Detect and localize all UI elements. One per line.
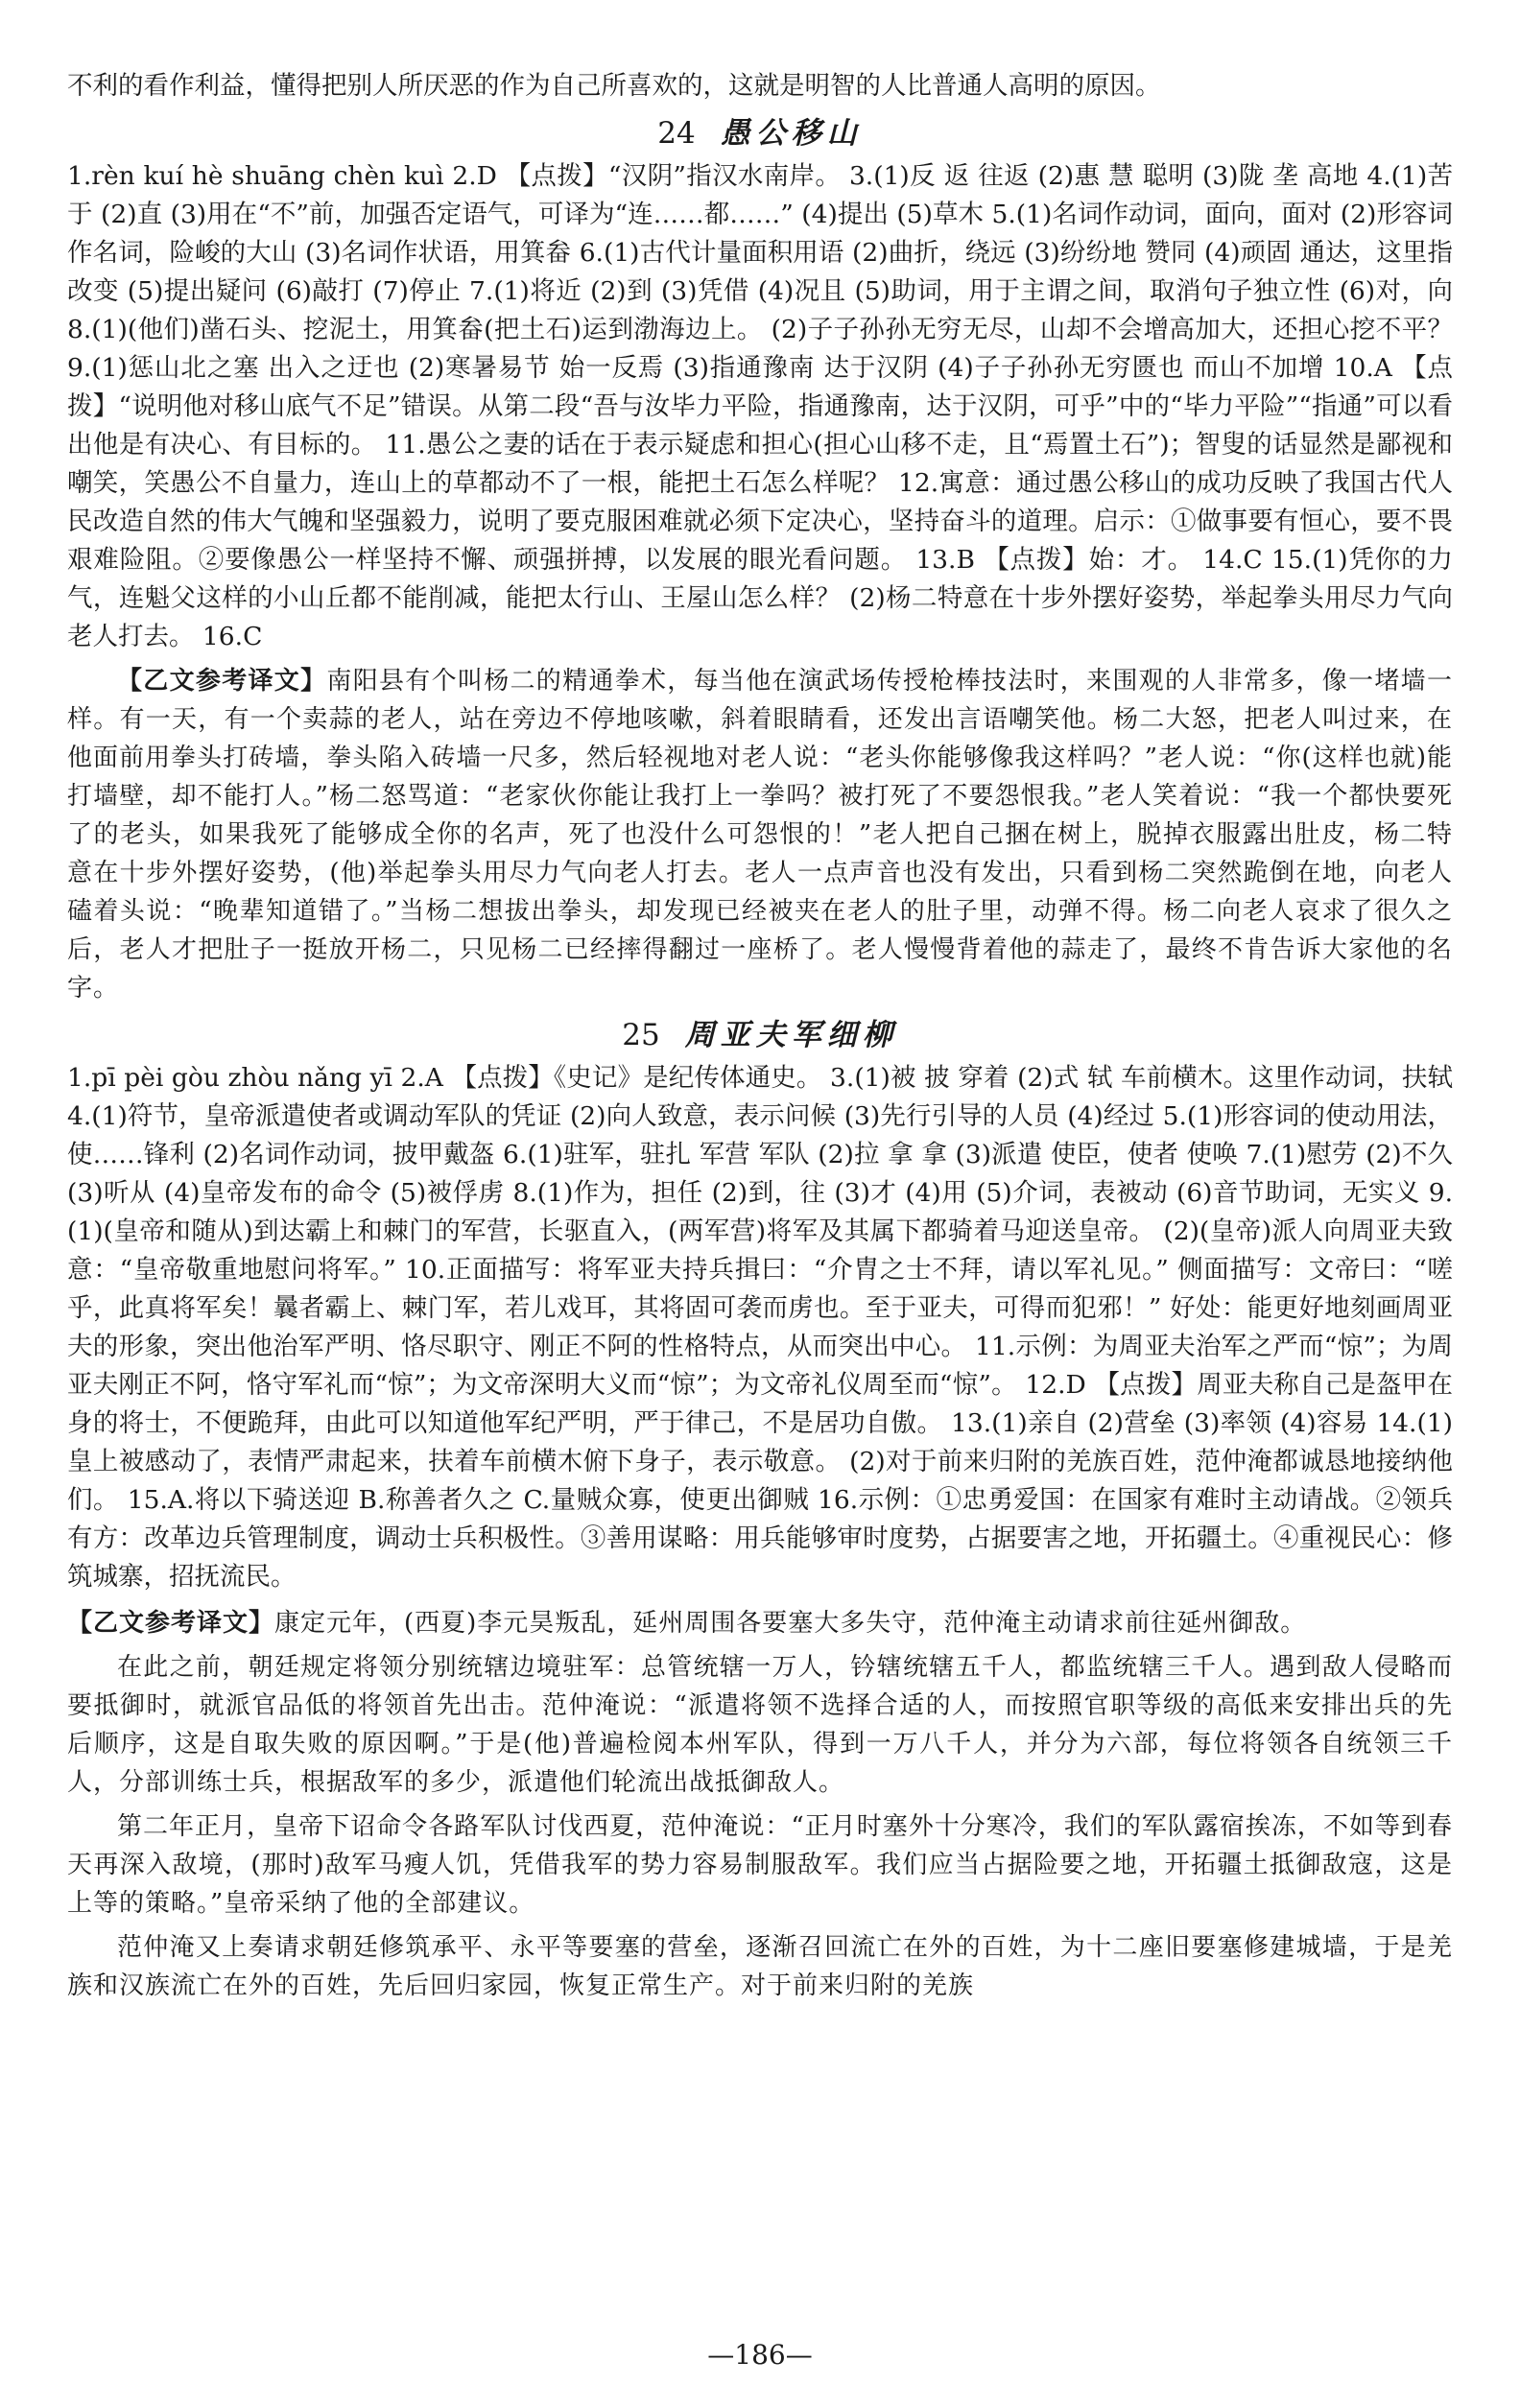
intro-line: 不利的看作利益，懂得把别人所厌恶的作为自己所喜欢的，这就是明智的人比普通人高明的原因。: [67, 71, 1161, 101]
section-25-title: 周亚夫军细柳: [684, 1018, 898, 1052]
section-24-heading: [67, 111, 1453, 155]
section-25-answers: 1.pī pèi gòu zhòu nǎng yī 2.A 【点拨】《史记》是纪传体通史。 3.(1)被 披 穿着 (2)式 轼 车前横木。这里作动词，扶轼 4.(1)符节，皇帝派遣使者或调动军队的凭证 (2)向人致意，表示问候 (3)先行引导的人员 (4)经过 5.(1)形容词的使动用法，使……锋利 (2)名词作动词，披甲戴盔 6.(1)驻军，驻扎 军营 军队 (2)拉 拿 拿 (3)派遣 使臣，使者 使唤 7.(1)慰劳 (2)不久 (3)听从 (4)皇帝发布的命令 (5)被俘虏 8.(1)作为，担任 (2)到，往 (3)才 (4)用 (5)介词，表被动 (6)音节助词，无实义 9.(1)(皇帝和随从)到达霸上和棘门的军营，长驱直入，(两军营)将军及其属下都骑着马迎送皇帝。 (2)(皇帝)派人向周亚夫致意：“皇帝敬重地慰问将军。” 10.正面描写：将军亚夫持兵揖曰：“介胄之士不拜，请以军礼见。” 侧面描写：文帝曰：“嗟乎，此真将军矣！曩者霸上、棘门军，若儿戏耳，其将固可袭而虏也。至于亚夫，可得而犯邪！” 好处：能更好地刻画周亚夫的形象，突出他治军严明、恪尽职守、刚正不阿的性格特点，从而突出中心。 11.示例：为周亚夫治军之严而“惊”；为周亚夫刚正不阿，恪守军礼而“惊”；为文帝深明大义而“惊”；为文帝礼仪周至而“惊”。 12.D 【点拨】周亚夫称自己是盔甲在身的将士，不便跪拜，由此可以知道他军纪严明，严于律己，不是居功自傲。 13.(1)亲自 (2)营垒 (3)率领 (4)容易 14.(1)皇上被感动了，表情严肃起来，扶着车前横木俯下身子，表示敬意。 (2)对于前来归附的羌族百姓，范仲淹都诚恳地接纳他们。 15.A.将以下骑送迎 B.称善者久之 C.量贼众寡，使更出御贼 16.示例：①忠勇爱国：在国家有难时主动请战。②领兵有方：改革边兵管理制度，调动士兵积极性。③善用谋略：用兵能够审时度势，占据要害之地，开拓疆土。④重视民心：修筑城寨，招抚流民。: [67, 1063, 1453, 1592]
section-25-translation-p1-text: 康定元年，(西夏)李元昊叛乱，延州周围各要塞大多失守，范仲淹主动请求前往延州御敌。: [274, 1609, 1307, 1638]
section-25-translation-p4: 范仲淹又上奏请求朝廷修筑承平、永平等要塞的营垒，逐渐召回流亡在外的百姓，为十二座旧要塞修建城墙，于是羌族和汉族流亡在外的百姓，先后回归家园，恢复正常生产。对于前来归附的羌族: [67, 1933, 1453, 2000]
section-24-title: 愚公移山: [720, 116, 863, 151]
section-24-translation-text: 南阳县有个叫杨二的精通拳术，每当他在演武场传授枪棒技法时，来围观的人非常多，像一堵墙一样。有一天，有一个卖蒜的老人，站在旁边不停地咳嗽，斜着眼睛看，还发出言语嘲笑他。杨二大怒，把老人叫过来，在他面前用拳头打砖墙，拳头陷入砖墙一尺多，然后轻视地对老人说：“老头你能够像我这样吗？”老人说：“你(这样也就)能打墙壁，却不能打人。”杨二怒骂道：“老家伙你能让我打上一拳吗？被打死了不要怨恨我。”老人笑着说：“我一个都快要死了的老头，如果我死了能够成全你的名声，死了也没什么可怨恨的！”老人把自己捆在树上，脱掉衣服露出肚皮，杨二特意在十步外摆好姿势，(他)举起拳头用尽力气向老人打去。老人一点声音也没有发出，只看到杨二突然跪倒在地，向老人磕着头说：“晚辈知道错了。”当杨二想拔出拳头，却发现已经被夹在老人的肚子里，动弹不得。杨二向老人哀求了很久之后，老人才把肚子一挺放开杨二，只见杨二已经摔得翻过一座桥了。老人慢慢背着他的蒜走了，最终不肯告诉大家他的名字。: [67, 667, 1453, 1003]
section-25-translation-p3: 第二年正月，皇帝下诏命令各路军队讨伐西夏，范仲淹说：“正月时塞外十分寒冷，我们的军队露宿挨冻，不如等到春天再深入敌境，(那时)敌军马瘦人饥，凭借我军的势力容易制服敌军。我们应当占据险要之地，开拓疆土抵御敌寇，这是上等的策略。”皇帝采纳了他的全部建议。: [67, 1812, 1453, 1918]
section-25-translation-p1: [67, 1604, 1453, 1642]
section-24-translation-label: 【乙文参考译文】: [117, 667, 327, 696]
section-24-translation: [67, 662, 1453, 1007]
section-25-translation-label: 【乙文参考译文】: [67, 1609, 275, 1638]
section-24-answers: 1.rèn kuí hè shuāng chèn kuì 2.D 【点拨】“汉阴”指汉水南岸。 3.(1)反 返 往返 (2)惠 慧 聪明 (3)陇 垄 高地 4.(1)苦于 (2)直 (3)用在“不”前，加强否定语气，可译为“连……都……” (4)提出 (5)草木 5.(1)名词作动词，面向，面对 (2)形容词作名词，险峻的大山 (3)名词作状语，用箕畚 6.(1)古代计量面积用语 (2)曲折，绕远 (3)纷纷地 赞同 (4)顽固 通达，这里指改变 (5)提出疑问 (6)敲打 (7)停止 7.(1)将近 (2)到 (3)凭借 (4)况且 (5)助词，用于主谓之间，取消句子独立性 (6)对，向 8.(1)(他们)凿石头、挖泥土，用箕畚(把土石)运到渤海边上。 (2)子子孙孙无穷无尽，山却不会增高加大，还担心挖不平？ 9.(1)惩山北之塞 出入之迂也 (2)寒暑易节 始一反焉 (3)指通豫南 达于汉阴 (4)子子孙孙无穷匮也 而山不加增 10.A 【点拨】“说明他对移山底气不足”错误。从第二段“吾与汝毕力平险，指通豫南，达于汉阴，可乎”中的“毕力平险”“指通”可以看出他是有决心、有目标的。 11.愚公之妻的话在于表示疑虑和担心(担心山移不走，且“焉置土石”)；智叟的话显然是鄙视和嘲笑，笑愚公不自量力，连山上的草都动不了一根，能把土石怎么样呢？ 12.寓意：通过愚公移山的成功反映了我国古代人民改造自然的伟大气魄和坚强毅力，说明了要克服困难就必须下定决心，坚持奋斗的道理。启示：①做事要有恒心，要不畏艰难险阻。②要像愚公一样坚持不懈、顽强拼搏，以发展的眼光看问题。 13.B 【点拨】始：才。 14.C 15.(1)凭你的力气，连魁父这样的小山丘都不能削减，能把太行山、王屋山怎么样？ (2)杨二特意在十步外摆好姿势，举起拳头用尽力气向老人打去。 16.C: [67, 161, 1453, 651]
section-25-heading: [67, 1013, 1453, 1057]
section-25-number: 25: [622, 1018, 660, 1052]
section-25-translation-p2: 在此之前，朝廷规定将领分别统辖边境驻军：总管统辖一万人，钤辖统辖五千人，都监统辖三千人。遇到敌人侵略而要抵御时，就派官品低的将领首先出击。范仲淹说：“派遣将领不选择合适的人，而按照官职等级的高低来安排出兵的先后顺序，这是自取失败的原因啊。”于是(他)普遍检阅本州军队，得到一万八千人，并分为六部，每位将领各自统领三千人，分部训练士兵，根据敌军的多少，派遣他们轮流出战抵御敌人。: [67, 1653, 1453, 1797]
section-24-number: 24: [657, 116, 696, 151]
answer-page: [67, 67, 1453, 2005]
page-number: —186—: [707, 2339, 813, 2371]
